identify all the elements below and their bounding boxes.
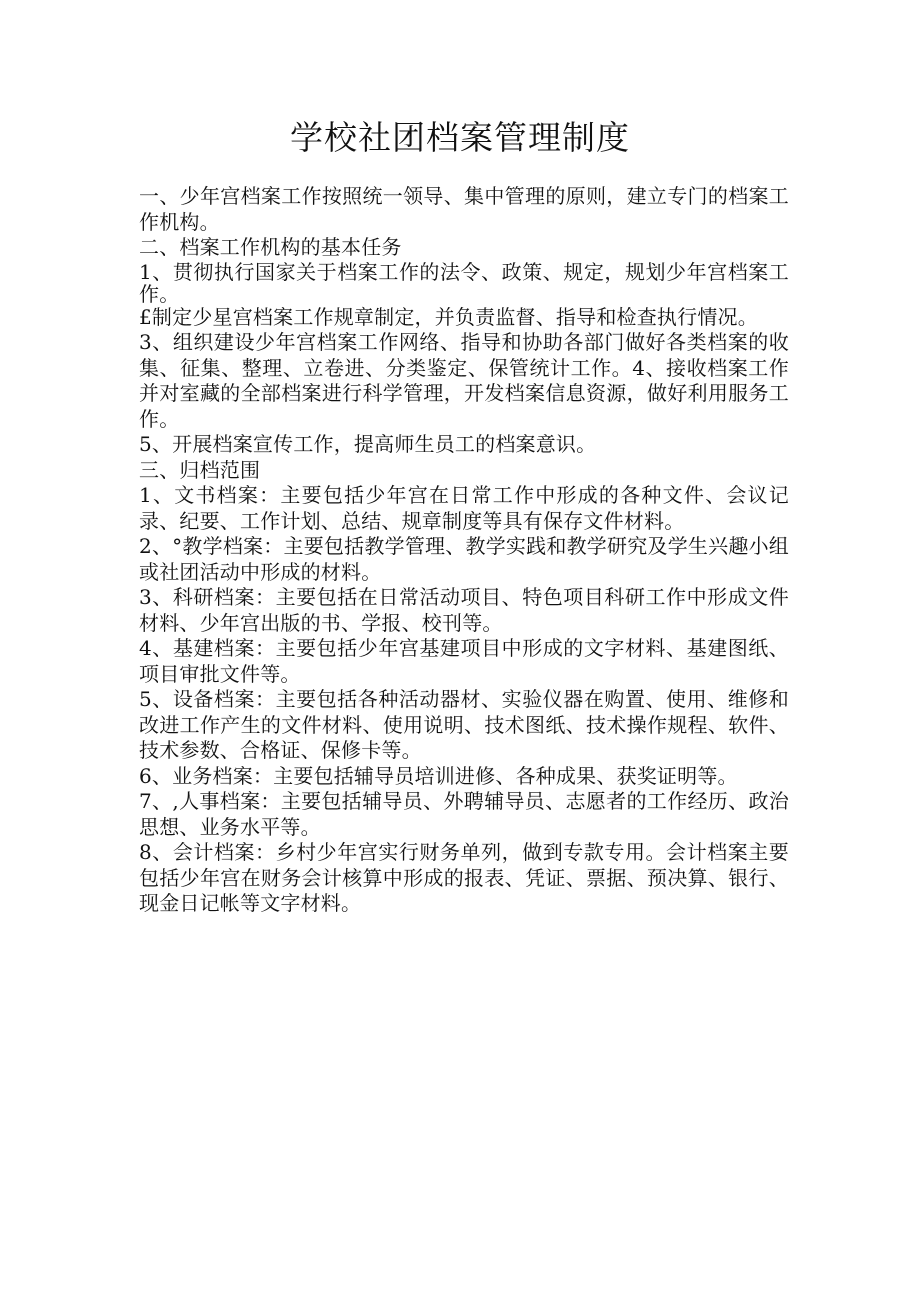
- document-title: 学校社团档案管理制度: [290, 118, 630, 157]
- section-heading-tasks: 二、档案工作机构的基本任务: [139, 235, 402, 259]
- paragraph-scope-1: 1、文书档案：主要包括少年宫在日常工作中形成的各种文件、会议记录、纪要、工作计划、总结、规章制度等具有保存文件材料。: [139, 483, 789, 533]
- section-heading-scope: 三、归档范围: [139, 457, 261, 482]
- paragraph-scope-7: 7、,人事档案：主要包括辅导员、外聘辅导员、志愿者的工作经历、政治思想、业务水平等。: [139, 789, 789, 839]
- paragraph-scope-4: 4、基建档案：主要包括少年宫基建项目中形成的文字材料、基建图纸、项目审批文件等。: [139, 636, 789, 686]
- document-body: [139, 184, 789, 917]
- paragraph-scope-3: 3、科研档案：主要包括在日常活动项目、特色项目科研工作中形成文件材料、少年宫出版的书、学报、校刊等。: [139, 585, 789, 635]
- paragraph-scope-5: 5、设备档案：主要包括各种活动器材、实验仪器在购置、使用、维修和改进工作产生的文件材料、使用说明、技术图纸、技术操作规程、软件、技术参数、合格证、保修卡等。: [139, 687, 789, 762]
- paragraph-scope-8: 8、会计档案：乡村少年宫实行财务单列，做到专款专用。会计档案主要包括少年宫在财务会计核算中形成的报表、凭证、票据、预决算、银行、现金日记帐等文字材料。: [139, 840, 789, 915]
- paragraph-1: 一、少年宫档案工作按照统一领导、集中管理的原则，建立专门的档案工作机构。: [139, 184, 789, 234]
- paragraph-task-3-4: 3、组织建设少年宫档案工作网络、指导和协助各部门做好各类档案的收集、征集、整理、立卷进、分类鉴定、保管统计工作。4、接收档案工作并对室藏的全部档案进行科学管理，开发档案信息资源，做好利用服务工作。: [139, 330, 789, 431]
- paragraph-scope-2: 2、°教学档案：主要包括教学管理、教学实践和教学研究及学生兴趣小组或社团活动中形成的材料。: [139, 534, 789, 584]
- paragraph-task-1: 1、贯彻执行国家关于档案工作的法令、政策、规定，规划少年宫档案工作。: [139, 259, 789, 306]
- paragraph-task-2: £制定少星宫档案工作规章制定，并负责监督、指导和检查执行情况。: [139, 304, 758, 329]
- paragraph-task-5: 5、开展档案宣传工作，提高师生员工的档案意识。: [139, 432, 597, 456]
- paragraph-scope-6: 6、业务档案：主要包括辅导员培训进修、各种成果、获奖证明等。: [139, 763, 738, 788]
